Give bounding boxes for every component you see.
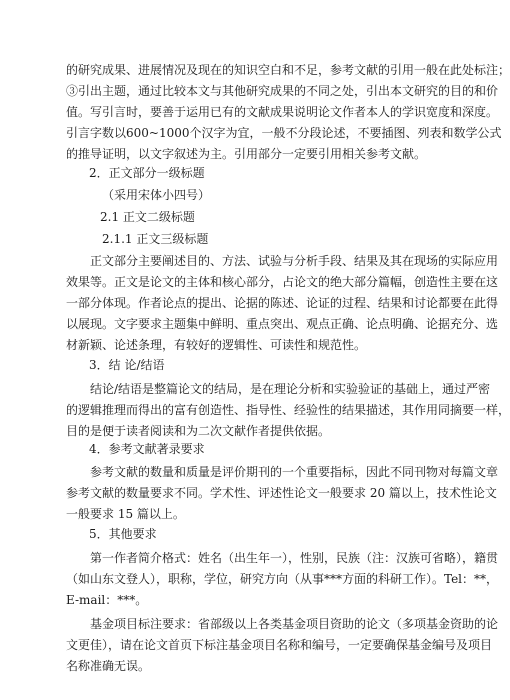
paragraph-line: 参考文献的数量要求不同。学术性、评述性论文一般要求 20 篇以上，技术性论文 xyxy=(66,486,497,500)
section-heading-4: 4．参考文献著录要求 xyxy=(89,442,205,456)
paragraph-line: 一部分体现。作者论点的提出、论据的陈述、论证的过程、结果和讨论都要在此得 xyxy=(66,296,499,310)
paragraph-line: 一般要求 15 篇以上。 xyxy=(66,507,185,521)
paragraph-line: 文更佳），请在论文首页下标注基金项目名称和编号，一定要确保基金编号及项目 xyxy=(66,638,493,652)
fund-paragraph xyxy=(66,614,499,677)
section-heading-2-1-1: 2.1.1 正文三级标题 xyxy=(102,232,209,246)
paragraph-line: 结论/结语是整篇论文的结局，是在理论分析和实验验证的基础上，通过严密 xyxy=(90,382,491,396)
paragraph-line: ③引出主题，通过比较本文与其他研究成果的不同之处，引出本文研究的目的和价 xyxy=(66,84,499,98)
section-heading-5: 5．其他要求 xyxy=(89,527,157,541)
paragraph-line: 基金项目标注要求：省部级以上各类基金项目资助的论文（多项基金资助的论 xyxy=(90,617,499,631)
section-heading-2: 2．正文部分一级标题 xyxy=(89,166,205,180)
paragraph-line: 第一作者简介格式：姓名（出生年一），性别，民族（注：汉族可省略），籍贯 xyxy=(90,551,499,565)
heading-font-note: （采用宋体小四号） xyxy=(102,188,211,202)
section-heading-2-1: 2.1 正文二级标题 xyxy=(100,210,195,224)
section-heading-3: 3．结 论/结语 xyxy=(89,358,165,372)
paragraph-line: 名称准确无误。 xyxy=(66,659,151,673)
paragraph-line: E-mail：***。 xyxy=(66,593,148,607)
body-paragraph xyxy=(66,251,499,356)
paragraph-line: （如山东文登人），职称，学位，研究方向（从事***方面的科研工作）。Tel：**， xyxy=(66,572,499,586)
references-paragraph xyxy=(66,462,499,525)
paragraph-line: 的逻辑推理而得出的富有创造性、指导性、经验性的结果描述，其作用同摘要一样， xyxy=(66,403,510,417)
paragraph-line: 的推导证明，以文字叙述为主。引用部分一定要引用相关参考文献。 xyxy=(66,147,427,161)
paragraph-line: 正文部分主要阐述目的、方法、试验与分析手段、结果及其在现场的实际应用 xyxy=(90,254,499,268)
paragraph-line: 材新颖、论述条理，有较好的逻辑性、可读性和规范性。 xyxy=(66,338,367,352)
paragraph-line: 以展现。文字要求主题集中鲜明、重点突出、观点正确、论点明确、论据充分、选 xyxy=(66,317,499,331)
paragraph-line: 效果等。正文是论文的主体和核心部分，占论文的绝大部分篇幅，创造性主要在这 xyxy=(66,275,499,289)
author-bio-paragraph xyxy=(66,548,499,611)
paragraph-line: 引言字数以600~1000个汉字为宜，一般不分段论述，不要插图、列表和数学公式 xyxy=(66,126,502,140)
paragraph-line: 目的是便于读者阅读和为二次文献作者提供依据。 xyxy=(66,424,331,438)
paragraph-line: 值。写引言时，要善于运用已有的文献成果说明论文作者本人的学识宽度和深度。 xyxy=(66,105,499,119)
intro-paragraph xyxy=(66,60,510,165)
conclusion-paragraph xyxy=(66,379,510,442)
paragraph-line: 参考文献的数量和质量是评价期刊的一个重要指标，因此不同刊物对每篇文章 xyxy=(90,465,499,479)
paragraph-line: 的研究成果、进展情况及现在的知识空白和不足，参考文献的引用一般在此处标注； xyxy=(66,63,510,77)
